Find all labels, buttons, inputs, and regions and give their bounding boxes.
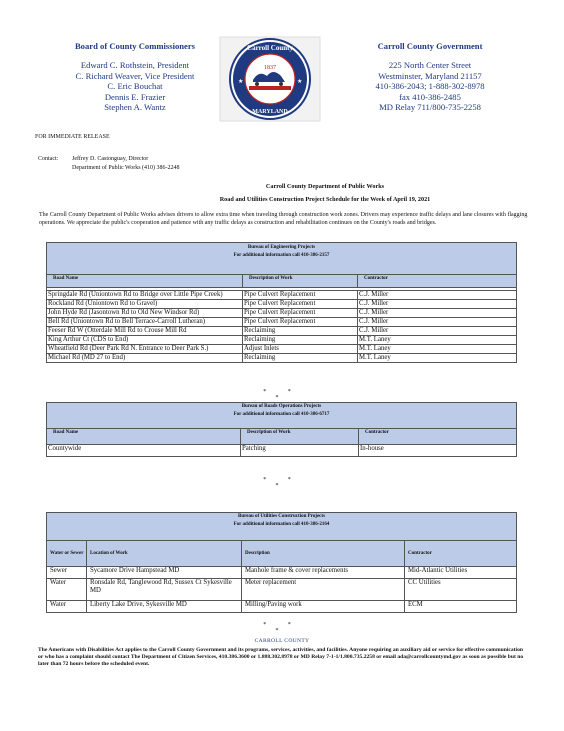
- cell-road: Rockland Rd (Uniontown Rd to Gravel): [47, 300, 243, 309]
- table-row: [47, 327, 517, 336]
- government-title: Carroll County Government: [377, 41, 483, 51]
- contact-name: Jeffrey D. Castonguay, Director: [72, 156, 149, 162]
- contact-block: [38, 155, 180, 172]
- relay-line: MD Relay 711/800-735-2258: [379, 102, 481, 112]
- engineering-band-title: Bureau of Engineering Projects: [247, 245, 316, 250]
- table-row: [47, 567, 517, 579]
- cell-work: Reclaiming: [243, 327, 358, 336]
- engineering-table: [46, 242, 517, 363]
- release-notice: FOR IMMEDIATE RELEASE: [35, 134, 110, 140]
- table-row: [47, 601, 517, 613]
- col-description: Description: [242, 541, 405, 567]
- department-title: Carroll County Department of Public Works: [265, 183, 385, 190]
- government-block: [325, 41, 535, 113]
- cell-contractor: Mid-Atlantic Utilities: [405, 567, 517, 579]
- fax-line: fax 410-386-2485: [399, 91, 461, 102]
- table-row: [47, 345, 517, 354]
- commissioner-name: Stephen A. Wantz: [104, 102, 166, 112]
- cell-location: Ronsdale Rd, Tanglewood Rd, Sussex Ct Sykesville MD: [87, 579, 242, 601]
- cell-road: John Hyde Rd (Jasontown Rd to Old New Windsor Rd): [47, 309, 243, 318]
- cell-work: Pipe Culvert Replacement: [243, 291, 358, 300]
- seal-bottom-text: MARYLAND: [252, 109, 288, 115]
- table-row: [47, 318, 517, 327]
- col-description: Description of Work: [241, 429, 359, 445]
- cell-contractor: C.J. Miller: [358, 318, 517, 327]
- cell-location: Sycamore Drive Hampstead MD: [87, 567, 242, 579]
- contact-dept: Department of Public Works (410) 386-2248: [72, 164, 180, 171]
- cell-road: Countywide: [47, 445, 241, 457]
- cell-type: Water: [47, 579, 87, 601]
- address-line: Westminster, Maryland 21157: [378, 70, 482, 81]
- table-row: [47, 291, 517, 300]
- col-contractor: Contractor: [359, 429, 517, 445]
- utilities-band-title: Bureau of Utilities Construction Projects: [237, 514, 326, 519]
- cell-road: Feeser Rd W (Otterdale Mill Rd to Crouse Mill Rd: [47, 327, 243, 336]
- roads-band-sub: For additional information call 410-386-6717: [233, 412, 330, 417]
- cell-description: Manhole frame & cover replacements: [242, 567, 405, 579]
- cell-contractor: M.T. Laney: [358, 336, 517, 345]
- cell-road: Michael Rd (MD 27 to End): [47, 354, 243, 363]
- col-location: Location of Work: [87, 541, 242, 567]
- col-contractor: Contractor: [405, 541, 517, 567]
- section-separator: * * *: [263, 477, 301, 489]
- table-row: [47, 300, 517, 309]
- cell-road: Springdale Rd (Uniontown Rd to Bridge over Little Pipe Creek): [47, 291, 243, 300]
- col-contractor: Contractor: [358, 275, 517, 288]
- engineering-band: [47, 243, 517, 275]
- cell-road: King Arthur Ct (CDS to End): [47, 336, 243, 345]
- cell-work: Pipe Culvert Replacement: [243, 309, 358, 318]
- table-row: [47, 354, 517, 363]
- col-road-name: Road Name: [47, 275, 243, 288]
- roads-table: [46, 402, 517, 457]
- roads-band: [47, 403, 517, 429]
- phone-line: 410-386-2043; 1-888-302-8978: [375, 81, 485, 91]
- utilities-band-sub: For additional information call 410-386-2164: [233, 522, 330, 527]
- commissioners-title: Board of County Commissioners: [74, 41, 196, 51]
- table-row: [47, 336, 517, 345]
- cell-contractor: C.J. Miller: [358, 309, 517, 318]
- commissioner-name: Dennis E. Frazier: [104, 91, 166, 102]
- cell-work: Reclaiming: [243, 354, 358, 363]
- cell-work: Reclaiming: [243, 336, 358, 345]
- utilities-table: [46, 512, 517, 613]
- cell-contractor: M.T. Laney: [358, 354, 517, 363]
- cell-contractor: ECM: [405, 601, 517, 613]
- cell-work: Pipe Culvert Replacement: [243, 318, 358, 327]
- table-row: [47, 579, 517, 601]
- svg-text:★: ★: [238, 79, 244, 85]
- cell-type: Water: [47, 601, 87, 613]
- cell-contractor: CC Utilities: [405, 579, 517, 601]
- cell-work: Adjust Inlets: [243, 345, 358, 354]
- cell-type: Sewer: [47, 567, 87, 579]
- cell-contractor: M.T. Laney: [358, 345, 517, 354]
- utilities-band: [47, 513, 517, 541]
- county-seal-logo: [219, 36, 321, 122]
- table-row: [47, 445, 517, 457]
- cell-description: Meter replacement: [242, 579, 405, 601]
- footer-county: CARROLL COUNTY: [254, 638, 310, 644]
- cell-contractor: C.J. Miller: [358, 291, 517, 300]
- col-water-sewer: Water or Sewer: [47, 541, 87, 567]
- section-separator: * * *: [263, 622, 301, 634]
- cell-contractor: C.J. Miller: [358, 300, 517, 309]
- commissioner-name: C. Richard Weaver, Vice President: [75, 70, 195, 81]
- commissioners-block: [30, 41, 240, 113]
- engineering-band-sub: For additional information call 410-386-2157: [233, 253, 330, 258]
- seal-year: 1837: [264, 65, 276, 71]
- ada-notice: The Americans with Disabilities Act applies to the Carroll County Government and its programs, services, activities, and facilities. Anyone requiring an auxiliary aid or service for effective communication or who has a complaint should contact The Department of Citizen Services, 410.386.3600 or 1.888.302.8978 or MD Relay 7-1-1/1.800.735.2258 or email ada@carrollcountymd.gov as soon as possible but no later than 72 hours before the scheduled event.: [38, 647, 524, 667]
- contact-label: Contact:: [38, 156, 59, 162]
- commissioner-name: Edward C. Rothstein, President: [80, 60, 190, 70]
- svg-text:★: ★: [297, 79, 303, 85]
- col-road-name: Road Name: [47, 429, 241, 445]
- address-line: 225 North Center Street: [388, 60, 472, 70]
- cell-description: Milling/Paving work: [242, 601, 405, 613]
- intro-paragraph: The Carroll County Department of Public Works advises drivers to allow extra time when traveling through construction work zones. Drivers may experience traffic delays and lane closures with flagging operations. We appreciate the public's cooperation and patience with any traffic delays as construction and rehabilitation continues on the County's roads and bridges.: [39, 212, 528, 226]
- roads-band-title: Bureau of Roads Operations Projects: [241, 404, 322, 409]
- seal-top-text: Carroll County: [247, 44, 293, 52]
- section-separator: * * *: [263, 389, 301, 401]
- table-row: [47, 309, 517, 318]
- cell-contractor: C.J. Miller: [358, 327, 517, 336]
- cell-work: Pipe Culvert Replacement: [243, 300, 358, 309]
- cell-contractor: In-house: [359, 445, 517, 457]
- cell-road: Bell Rd (Uniontown Rd to Bell Terrace-Carroll Lutheran): [47, 318, 243, 327]
- cell-work: Patching: [241, 445, 359, 457]
- commissioner-name: C. Eric Bouchat: [107, 81, 163, 91]
- schedule-title: Road and Utilities Construction Project Schedule for the Week of April 19, 2021: [219, 196, 431, 203]
- cell-road: Wheatfield Rd (Deer Park Rd N. Entrance to Deer Park S.): [47, 345, 243, 354]
- cell-location: Liberty Lake Drive, Sykesville MD: [87, 601, 242, 613]
- col-description: Description of Work: [243, 275, 358, 288]
